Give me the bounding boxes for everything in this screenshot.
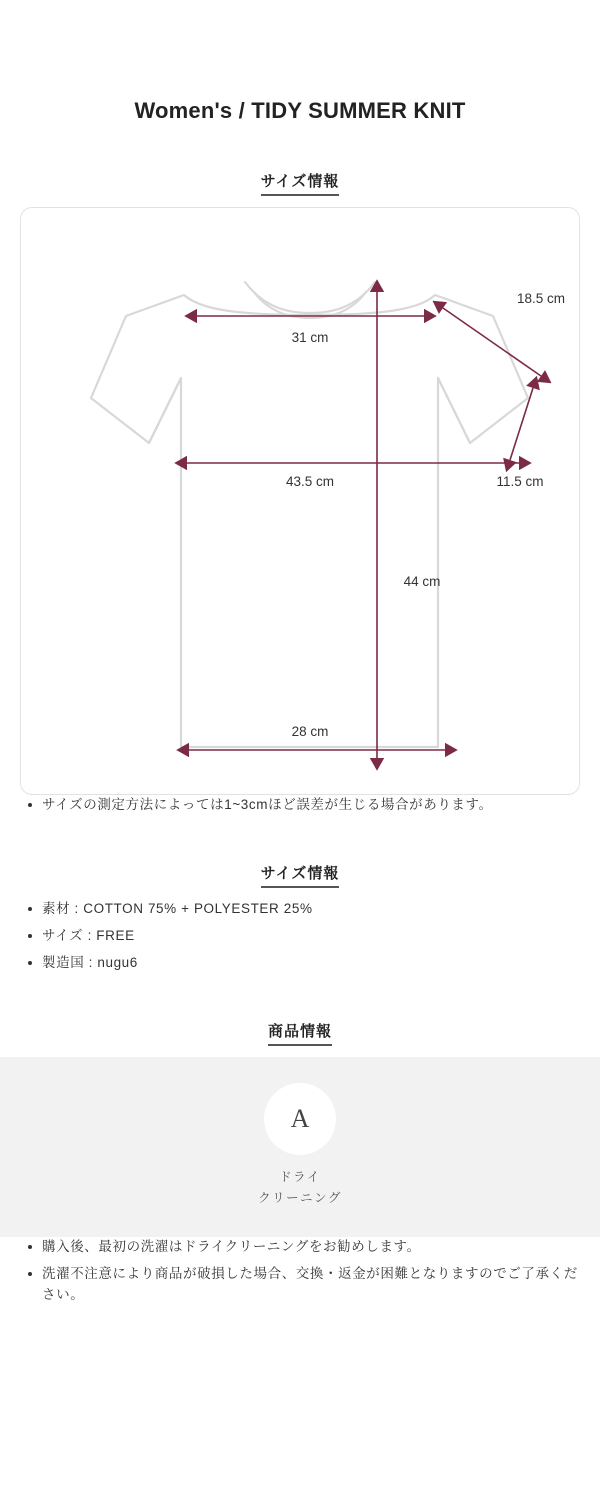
- size-info-heading-label: サイズ情報: [261, 865, 340, 888]
- measure-label-chest: 43.5 cm: [285, 474, 335, 489]
- dry-clean-symbol: A: [290, 1103, 310, 1133]
- care-notes-list: [20, 1237, 580, 1306]
- size-chart-heading-label: サイズ情報: [261, 173, 340, 196]
- measure-label-sleeve-length: 18.5 cm: [517, 291, 566, 306]
- care-label: [0, 1167, 600, 1210]
- list-item: サイズ : FREE: [20, 926, 580, 947]
- spec-list: [20, 899, 580, 974]
- list-item: 製造国 : nugu6: [20, 953, 580, 974]
- care-label-line1: ドライ: [279, 1169, 321, 1184]
- list-item: サイズの測定方法によっては1~3cmほど誤差が生じる場合があります。: [20, 795, 580, 816]
- size-chart-diagram: [20, 207, 580, 795]
- care-instruction-panel: [0, 1057, 600, 1238]
- dry-clean-icon: [264, 1083, 336, 1155]
- list-item: 素材 : COTTON 75% + POLYESTER 25%: [20, 899, 580, 920]
- measure-label-total-length: 44 cm: [403, 574, 441, 589]
- list-item: 洗濯不注意により商品が破損した場合、交換・返金が困難となりますのでご了承ください。: [20, 1264, 580, 1306]
- product-detail-page: [0, 98, 600, 1306]
- measure-label-hem: 28 cm: [291, 724, 329, 739]
- size-chart-heading: [20, 170, 580, 191]
- size-notes-list: [20, 795, 580, 816]
- page-title: Women's / TIDY SUMMER KNIT: [134, 98, 466, 123]
- list-item: 購入後、最初の洗濯はドライクリーニングをお勧めします。: [20, 1237, 580, 1258]
- care-label-line2: クリーニング: [258, 1190, 342, 1205]
- size-info-heading: [20, 862, 580, 883]
- product-info-heading: [20, 1020, 580, 1041]
- measure-label-shoulder: 31 cm: [291, 330, 329, 345]
- measure-label-sleeve-opening: 11.5 cm: [496, 474, 544, 489]
- product-info-heading-label: 商品情報: [268, 1023, 332, 1046]
